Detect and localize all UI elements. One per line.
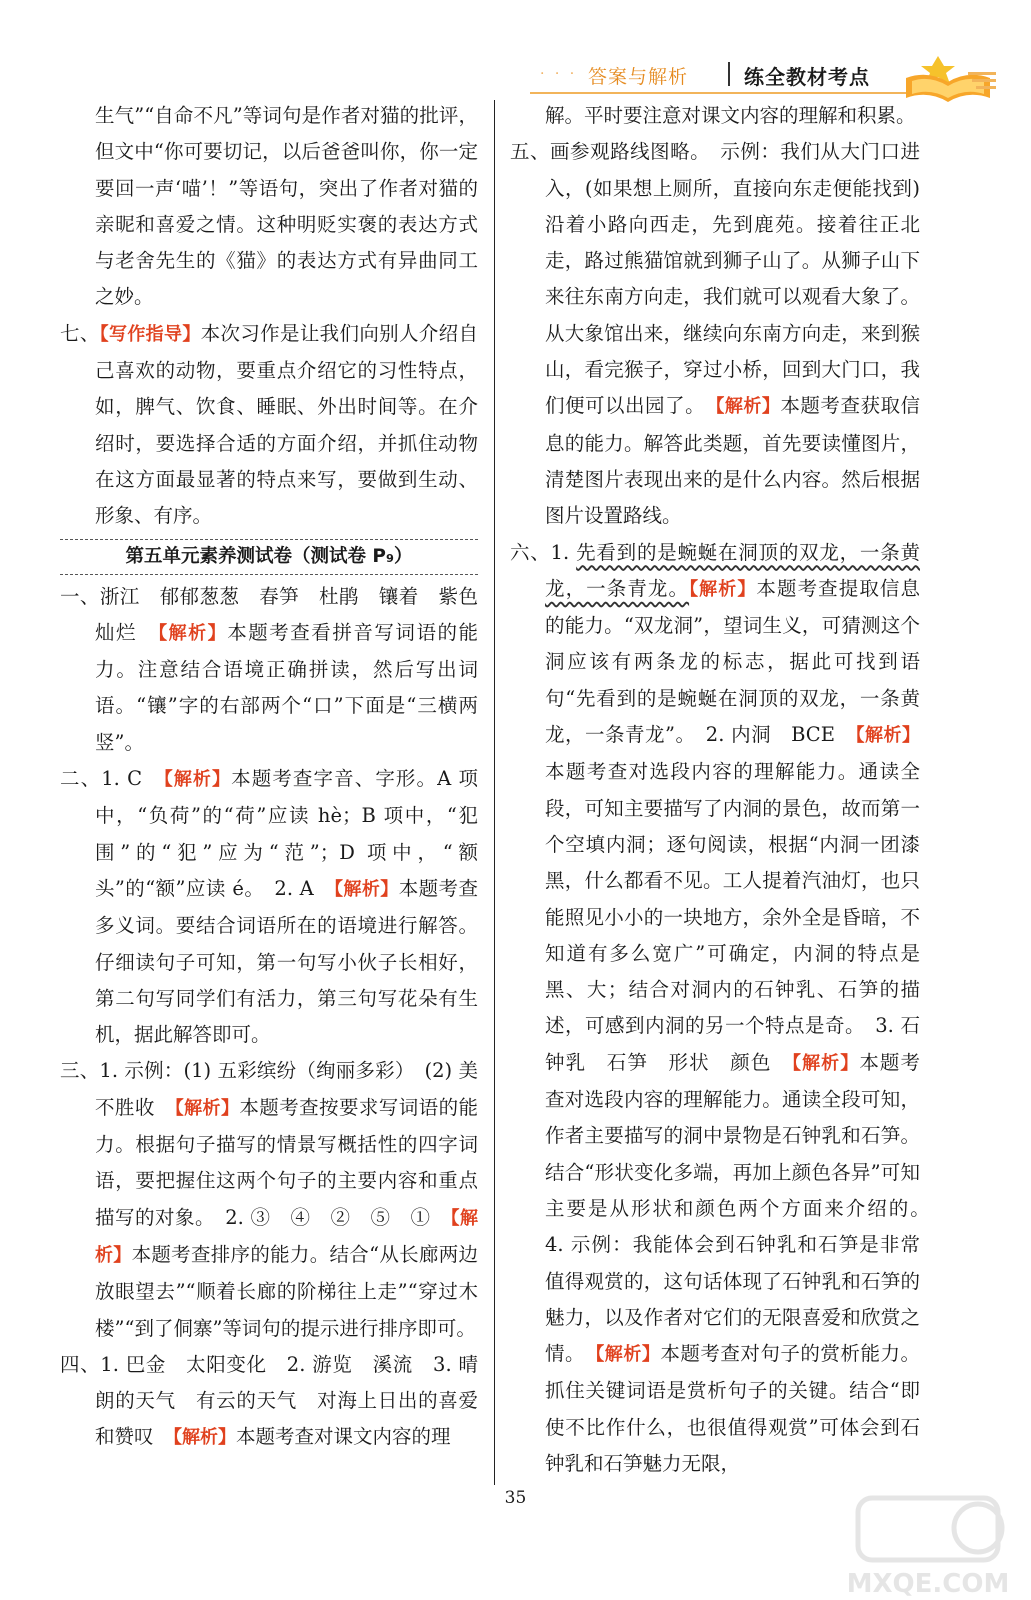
section-title: 第五单元素养测试卷（测试卷 P₉） (60, 539, 478, 575)
left-column (60, 98, 498, 1457)
analysis-text: 本题考查字音、字形。A 项中，“负荷”的“荷”应读 hè；B 项中，“犯围”的“犯”应为“范”；D 项中，“额头”的“额”应读 é。 2. A (95, 767, 479, 900)
header-underline (530, 92, 910, 94)
writing-guide-tag: 【写作指导】 (99, 323, 201, 345)
question-number: 二、 (60, 767, 102, 791)
analysis-text: 本题考查对选段内容的理解能力。通读全段，可知主要描写了内洞的景色，故而第一个空填内洞；逐句阅读，根据“内洞一团漆黑，什么都看不见。工人提着汽油灯，也只能照见小小的一块地方，余外全是昏暗，不知道有多么宽广”可确定，内洞的特点是黑、大；结合对洞内的石钟乳、石笋的描述，可感到内洞的另一个特点是奇。 3. 石钟乳 石笋 形状 颜色 (545, 760, 920, 1074)
answer-continuation (510, 98, 920, 134)
question-3 (60, 1053, 478, 1346)
analysis-tag: 【解析】 (595, 1344, 661, 1366)
question-number: 一、 (60, 584, 100, 608)
question-number: 五、 (510, 140, 551, 164)
analysis-text: 本题考查对选段内容的理解能力。通读全段可知，作者主要描写的洞中景物是石钟乳和石笋。结合“形状变化多端，再加上颜色各异”可知主要是从形状和颜色两个方面来介绍的。 4. 示例：我能体会到石钟乳和石笋是非常值得观赏的，这句话体现了石钟乳和石笋的魅力，以及作者对它们的无限喜爱和欣赏之情。 (545, 1050, 940, 1366)
analysis-text: 本题考查排序的能力。结合“从长廊两边放眼望去”“顺着长廊的阶梯往上走”“穿过木楼”“到了侗寨”等词句的提示进行排序即可。 (95, 1242, 478, 1340)
analysis-tag: 【解析】 (158, 622, 228, 644)
analysis-text: 本题考查对课文内容的理 (236, 1425, 451, 1449)
answer-text: 浙江 郁郁葱葱 春笋 杜鹃 镶着 紫色 灿烂 (95, 584, 498, 644)
answer-text: 1. 示例：(1) 五彩缤纷（绚丽多彩） (2) 美不胜收 (95, 1059, 478, 1119)
page-number: 35 (504, 1488, 527, 1508)
answer-text: 生气”“自命不凡”等词句是作者对猫的批评，但文中“你可要切记，以后爸爸叫你，你一定要回一声‘喵’！”等语句，突出了作者对猫的亲昵和喜爱之情。这种明贬实褒的表达方式与老舍先生的《猫》的表达方式有异曲同工之妙。 (95, 104, 478, 309)
question-7 (60, 316, 478, 535)
question-6 (510, 535, 940, 1483)
analysis-tag: 【解析】 (689, 578, 757, 600)
answer-text: 本次习作是让我们向别人介绍自己喜欢的动物，要重点介绍它的习性特点，如，脾气、饮食、睡眠、外出时间等。在介绍时，要选择合适的方面介绍，并抓住动物在这方面最显著的特点来写，要做到生动、形象、有序。 (95, 321, 478, 528)
question-4 (60, 1347, 478, 1457)
analysis-text: 本题考查获取信息的能力。解答此类题，首先要读懂图片，清楚图片表现出来的是什么内容。然后根据图片设置路线。 (545, 394, 920, 528)
analysis-text: 本题考查多义词。要结合词语所在的语境进行解答。仔细读句子可知，第一句写小伙子长相好，第二句写同学们有活力，第三句写花朵有生机，据此解答即可。 (95, 876, 478, 1047)
header-answer-label: 答案与解析 (588, 66, 689, 88)
header-book-title: 练全教材考点 (744, 65, 870, 89)
analysis-text: 本题考查对句子的赏析能力。抓住关键词语是赏析句子的关键。结合“即使不比作什么，也很值得观赏”可体会到石钟乳和石笋魅力无限， (545, 1342, 920, 1475)
analysis-text: 本题考查按要求写词语的能力。根据句子描写的情景写概括性的四字词语，要把握住这两个句子的主要内容和重点描写的对象。 2. ③ ④ ② ⑤ ① (95, 1095, 478, 1229)
analysis-tag: 【解析】 (173, 1427, 237, 1449)
question-1 (60, 579, 498, 761)
analysis-tag: 【解析】 (715, 396, 781, 418)
analysis-tag: 【解析】 (95, 1207, 478, 1266)
answer-text: 解。平时要注意对课文内容的理解和积累。 (545, 104, 916, 127)
question-number: 七、 (60, 321, 100, 345)
question-number: 六、 (510, 540, 551, 564)
analysis-tag: 【解析】 (791, 1052, 860, 1074)
analysis-tag: 【解析】 (174, 1097, 240, 1119)
wavy-underlined-sentence: 先看到的是蜿蜒在洞顶的双龙，一条黄龙，一条青龙。 (545, 540, 920, 600)
right-column (510, 98, 940, 1482)
answer-text: 1. C (101, 767, 164, 791)
svg-text:MXQE.COM: MXQE.COM (846, 1569, 1010, 1599)
analysis-text: 本题考查看拼音写词语的能力。注意结合语境正确拼读，然后写出词语。“镶”字的右部两个“口”下面是“三横两竖”。 (95, 620, 478, 754)
analysis-tag: 【解析】 (163, 769, 232, 791)
question-number: 四、 (60, 1352, 101, 1376)
header-separator (728, 62, 730, 86)
answer-text: 1. 巴金 太阳变化 2. 游览 溪流 3. 晴朗的天气 有云的天气 对海上日出的喜爱和赞叹 (95, 1352, 478, 1449)
column-divider (494, 100, 495, 1485)
analysis-text: 本题考查提取信息的能力。“双龙洞”，望词生义，可猜测这个洞应该有两条龙的标志，据此可找到语句“先看到的是蜿蜒在洞顶的双龙，一条黄龙，一条青龙”。 2. 内洞 BCE (545, 576, 920, 747)
answer-continuation (60, 98, 478, 316)
watermark-logo (838, 1490, 1018, 1600)
answer-text: 1. (550, 540, 577, 564)
analysis-tag: 【解析】 (855, 725, 921, 747)
header-dots-decoration: · · · (540, 66, 578, 82)
answer-text: 画参观路线图略。 示例：我们从大门口进入，(如果想上厕所，直接向东走便能找到)沿着小路向西走，先到鹿苑。接着往正北走，路过熊猫馆就到狮子山了。从狮子山下来往东南方向走，我们就可以观看大象了。从大象馆出来，继续向东南方向走，来到猴山，看完猴子，穿过小桥，回到大门口，我们便可以出园了。 (545, 140, 920, 418)
question-5 (510, 134, 920, 534)
question-2 (60, 761, 478, 1053)
analysis-tag: 【解析】 (334, 878, 399, 900)
question-number: 三、 (60, 1059, 100, 1083)
